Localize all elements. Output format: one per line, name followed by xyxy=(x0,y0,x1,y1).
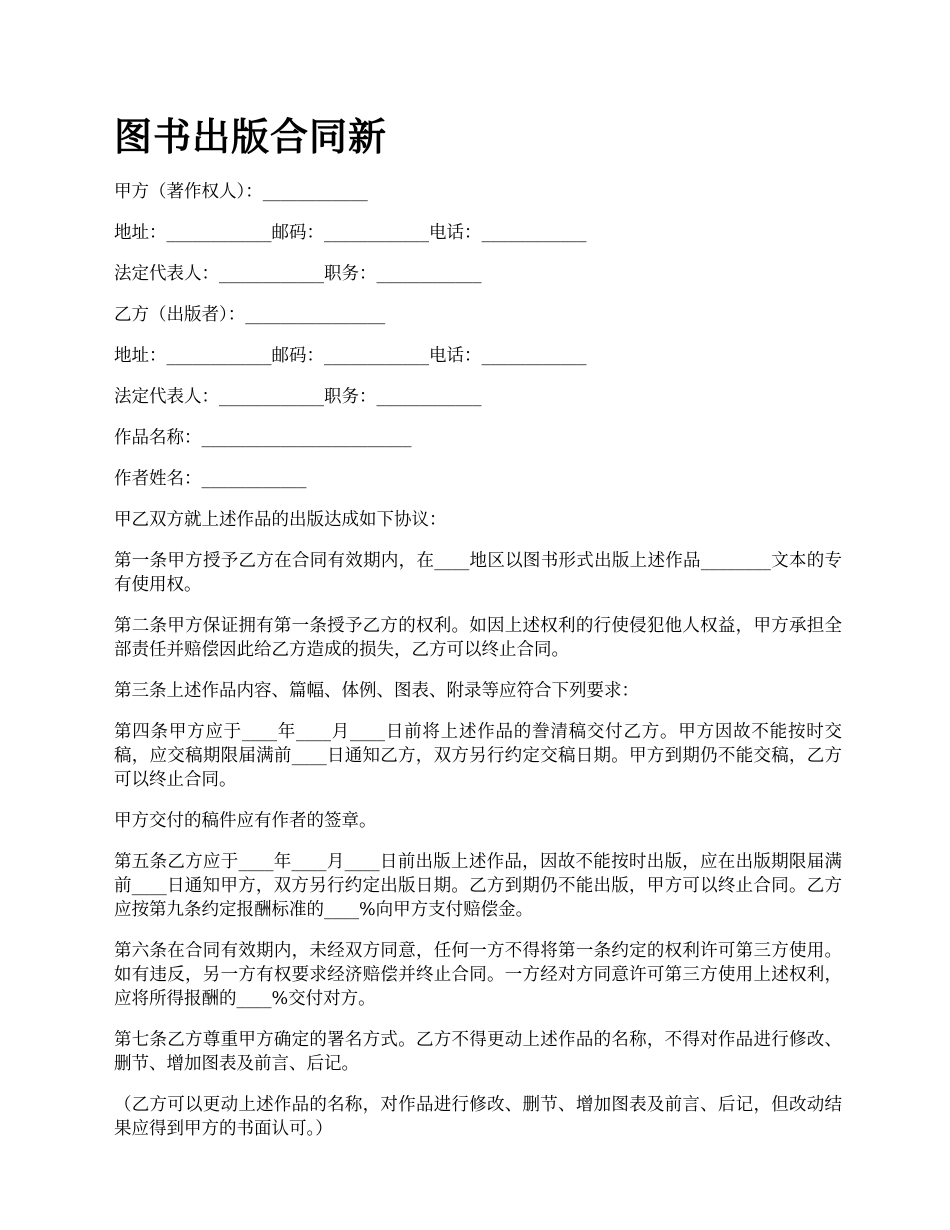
agreement-intro: 甲乙双方就上述作品的出版达成如下协议： xyxy=(114,510,447,530)
clause-5: 第五条乙方应于____年____月____日前出版上述作品，因故不能按时出版，应在出版期限届满前____日通知甲方，双方另行约定出版日期。乙方到期仍不能出版，甲方可以终止合同。乙方应按第九条约定报酬标准的____%向甲方支付赔偿金。 xyxy=(114,852,842,920)
party-a-rep-row xyxy=(114,262,842,286)
party-b-postcode: 邮码：____________ xyxy=(271,346,429,366)
author-name-field: 作者姓名：____________ xyxy=(114,469,307,489)
clause-1: 第一条甲方授予乙方在合同有效期内，在____地区以图书形式出版上述作品________文本的专有使用权。 xyxy=(114,551,842,595)
clause-7-note: （乙方可以更动上述作品的名称，对作品进行修改、删节、增加图表及前言、后记，但改动结果应得到甲方的书面认可。） xyxy=(114,1095,842,1139)
document-title: 图书出版合同新 xyxy=(114,114,388,159)
party-a-label: 甲方（著作权人）：____________ xyxy=(114,182,368,202)
clause-3: 第三条上述作品内容、篇幅、体例、图表、附录等应符合下列要求： xyxy=(114,681,639,701)
party-b-position: 职务：____________ xyxy=(324,387,482,407)
party-b-contact-row xyxy=(114,344,842,368)
party-b-address: 地址：____________ xyxy=(114,346,272,366)
work-name-field: 作品名称：________________________ xyxy=(114,428,412,448)
party-a-postcode: 邮码：____________ xyxy=(271,223,429,243)
clause-4: 第四条甲方应于____年____月____日前将上述作品的誊清稿交付乙方。甲方因故不能按时交稿，应交稿期限届满前____日通知乙方，双方另行约定交稿日期。甲方到期仍不能交稿，乙方可以终止合同。 xyxy=(114,722,842,790)
party-a-contact-row xyxy=(114,221,842,245)
party-a-position: 职务：____________ xyxy=(324,264,482,284)
clause-7: 第七条乙方尊重甲方确定的署名方式。乙方不得更动上述作品的名称，不得对作品进行修改、删节、增加图表及前言、后记。 xyxy=(114,1030,842,1074)
party-b-phone: 电话：____________ xyxy=(429,346,587,366)
party-a-legal-rep: 法定代表人：____________ xyxy=(114,264,324,284)
party-b-label: 乙方（出版者）：________________ xyxy=(114,305,386,325)
party-b-legal-rep: 法定代表人：____________ xyxy=(114,387,324,407)
party-a-address: 地址：____________ xyxy=(114,223,272,243)
clause-4-note: 甲方交付的稿件应有作者的签章。 xyxy=(114,811,377,831)
clause-6: 第六条在合同有效期内，未经双方同意，任何一方不得将第一条约定的权利许可第三方使用。如有违反，另一方有权要求经济赔偿并终止合同。一方经对方同意许可第三方使用上述权利，应将所得报酬的____%交付对方。 xyxy=(114,941,842,1009)
contract-body xyxy=(114,180,842,1158)
party-a-phone: 电话：____________ xyxy=(429,223,587,243)
party-b-rep-row xyxy=(114,385,842,409)
clause-2: 第二条甲方保证拥有第一条授予乙方的权利。如因上述权利的行使侵犯他人权益，甲方承担全部责任并赔偿因此给乙方造成的损失，乙方可以终止合同。 xyxy=(114,616,842,660)
